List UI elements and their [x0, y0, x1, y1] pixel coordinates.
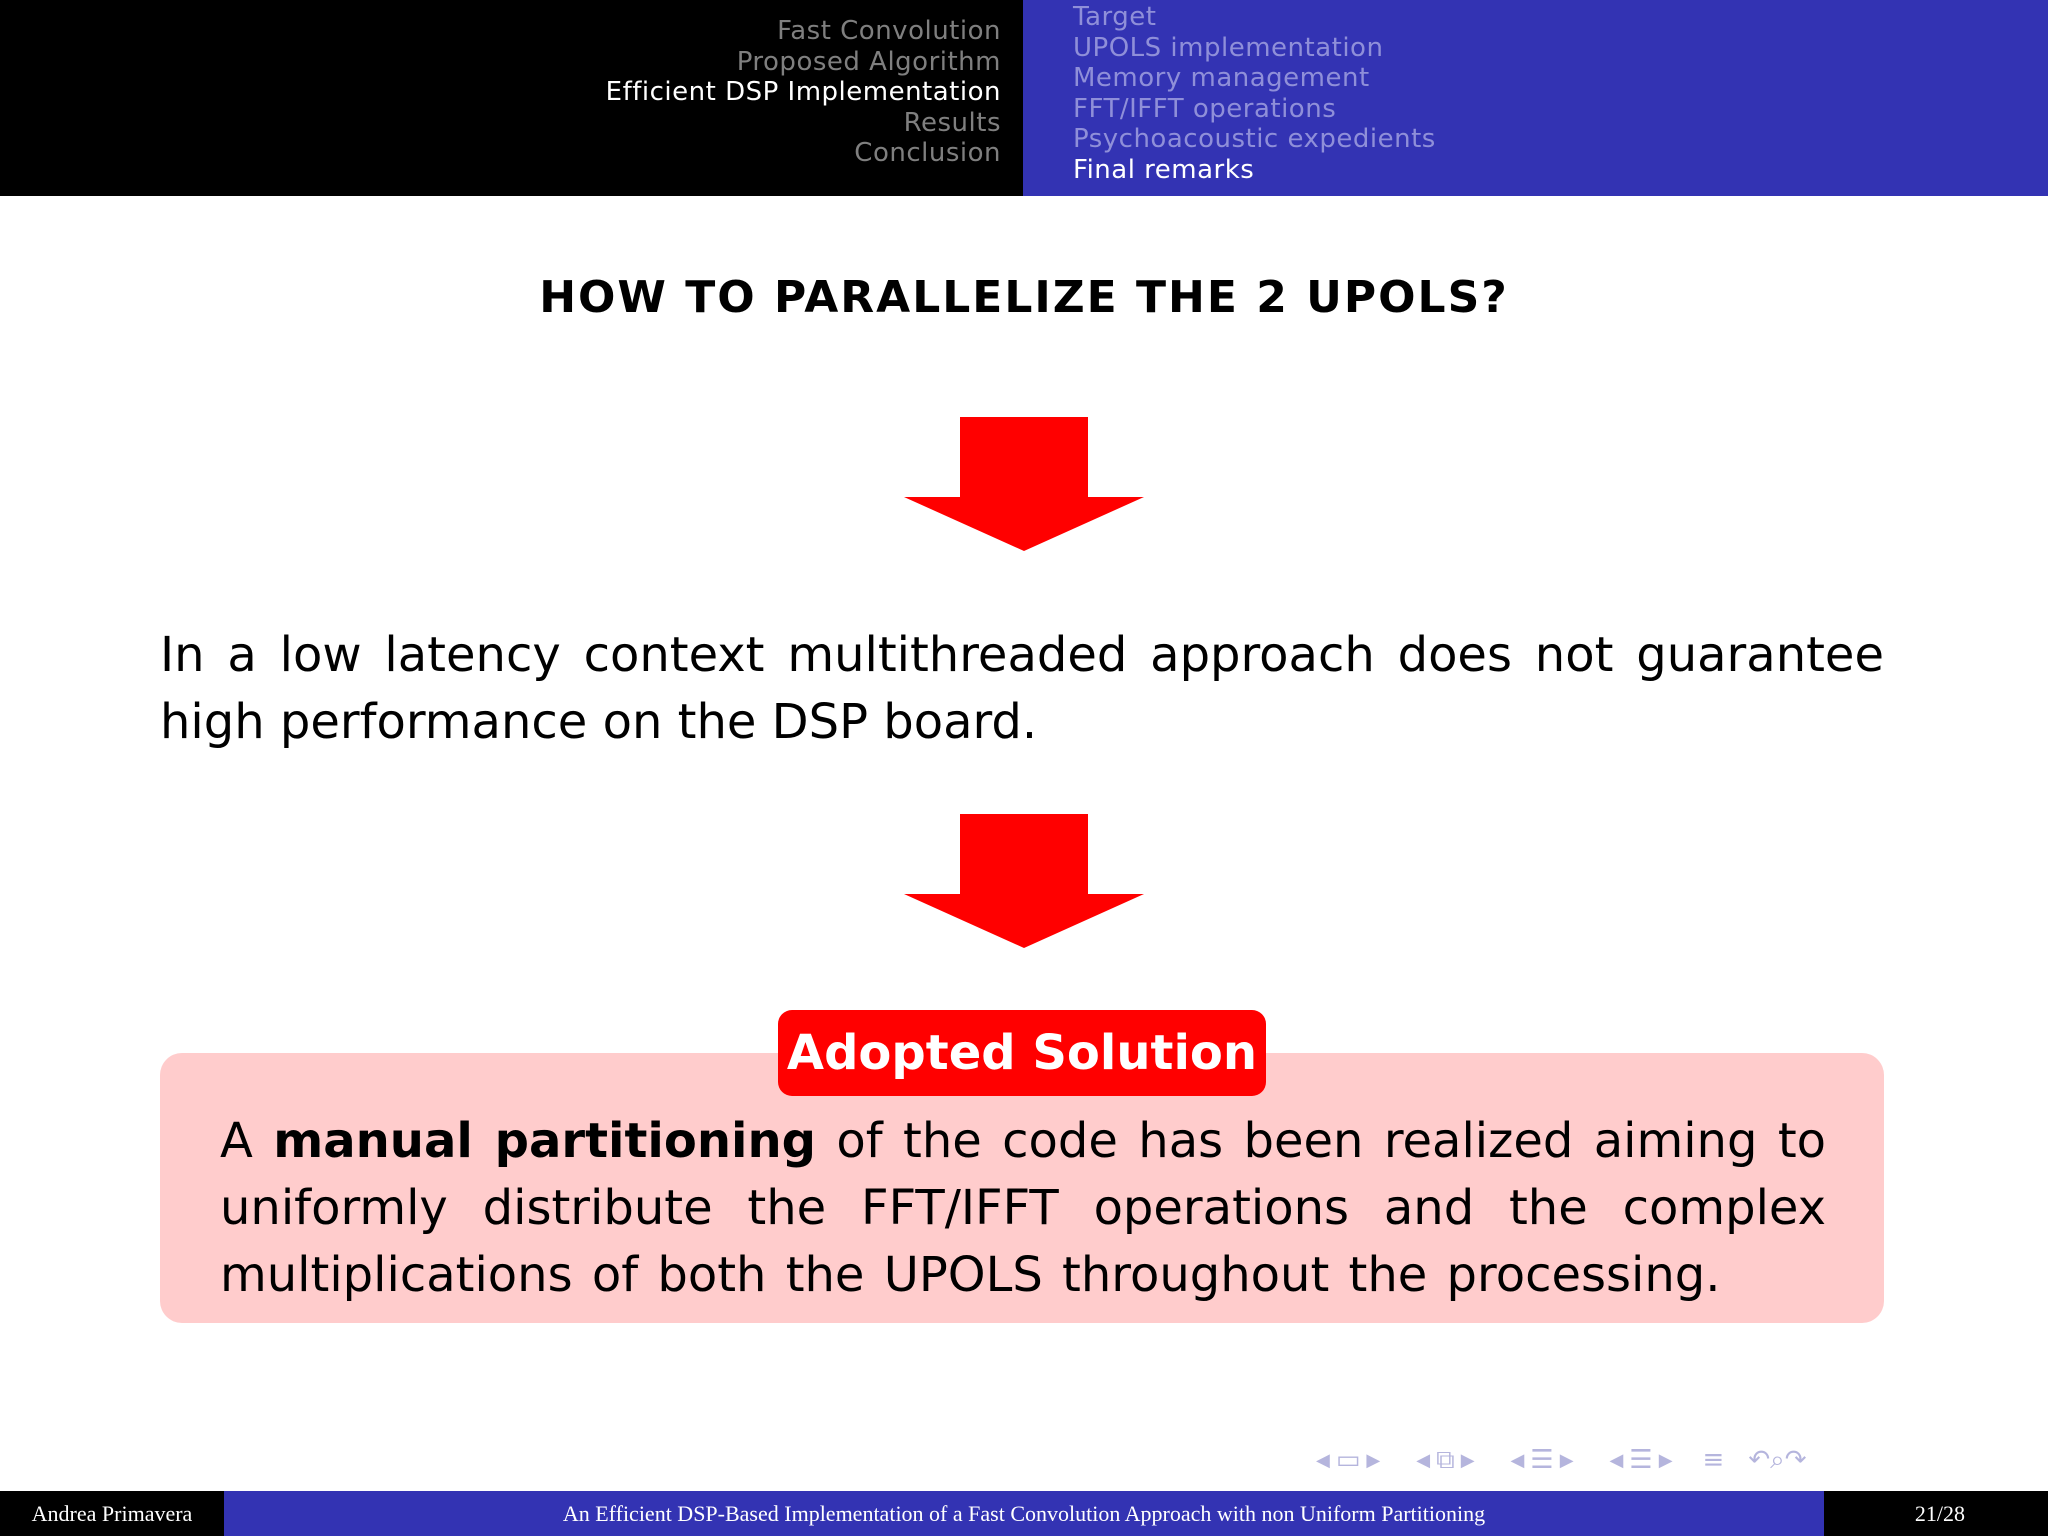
next-subsection-icon[interactable]: ▶ [1460, 1449, 1475, 1471]
footer-title: An Efficient DSP-Based Implementation of a Fast Convolution Approach with non Uniform Partitioning [224, 1491, 1824, 1536]
prev-section-icon[interactable]: ◀ [1510, 1449, 1525, 1471]
nav-section-results[interactable]: Results [903, 107, 1001, 138]
appendix-icon[interactable]: ≡ [1702, 1445, 1725, 1475]
solution-text-emphasis: manual partitioning [273, 1113, 816, 1169]
subsection-frames-icon[interactable]: ⧉ [1436, 1444, 1455, 1475]
frame-icon[interactable]: ▭ [1335, 1445, 1361, 1475]
header-subsections-panel [1023, 0, 2048, 196]
prev-subsection-icon[interactable]: ◀ [1416, 1449, 1431, 1471]
nav-section-proposed-algorithm[interactable]: Proposed Algorithm [736, 46, 1001, 77]
prev-frame-icon[interactable]: ◀ [1316, 1449, 1330, 1471]
next-frame-icon[interactable]: ▶ [1366, 1449, 1381, 1471]
nav-subsection-fft-ifft-operations[interactable]: FFT/IFFT operations [1073, 93, 1337, 124]
down-arrow-icon [904, 417, 1144, 551]
nav-section-conclusion[interactable]: Conclusion [854, 138, 1001, 168]
nav-subsection-final-remarks[interactable]: Final remarks [1073, 154, 1255, 185]
redo-icon[interactable]: ↷ [1784, 1445, 1807, 1475]
nav-document-group [1604, 1445, 1679, 1475]
footer-author: Andrea Primavera [0, 1491, 224, 1536]
section-icon[interactable]: ☰ [1530, 1445, 1554, 1475]
nav-search-group [1748, 1445, 1806, 1476]
nav-section-efficient-dsp-implementation[interactable]: Efficient DSP Implementation [605, 77, 1001, 107]
next-section-icon[interactable]: ▶ [1559, 1449, 1574, 1471]
body-paragraph: In a low latency context multithreaded approach does not guarantee high performance on the DSP board. [160, 627, 1884, 750]
footer-page-number [1824, 1491, 2048, 1536]
solution-text-rest: of the code has been realized aiming to uniformly distribute the FFT/IFFT operations and the complex multiplications of both the UPOLS throughout the processing. [220, 1113, 1827, 1303]
document-icon[interactable]: ☰ [1629, 1445, 1653, 1475]
solution-block-title: Adopted Solution [778, 1010, 1266, 1096]
solution-block-text [220, 1108, 1826, 1309]
next-document-icon[interactable]: ▶ [1658, 1449, 1673, 1471]
nav-subsection-upols-implementation[interactable]: UPOLS implementation [1073, 32, 1384, 63]
nav-section-fast-convolution[interactable]: Fast Convolution [777, 16, 1001, 46]
solution-text-lead: A [220, 1113, 274, 1169]
subsection-navigation [1073, 2, 1436, 185]
undo-icon[interactable]: ↶ [1748, 1445, 1771, 1475]
nav-subsection-target[interactable]: Target [1073, 2, 1157, 32]
nav-frame-group [1310, 1445, 1386, 1475]
navigation-symbols [1310, 1440, 1830, 1480]
page-number-text: 21/28 [1914, 1501, 1965, 1526]
nav-section-group [1505, 1445, 1580, 1475]
section-navigation [606, 16, 1001, 169]
nav-subsection-group [1410, 1445, 1480, 1476]
prev-document-icon[interactable]: ◀ [1609, 1449, 1624, 1471]
down-arrow-icon [904, 814, 1144, 948]
search-icon[interactable]: ⌕ [1770, 1444, 1785, 1475]
header-sections-panel [0, 0, 1023, 196]
nav-subsection-psychoacoustic-expedients[interactable]: Psychoacoustic expedients [1073, 124, 1436, 154]
nav-appendix-group [1703, 1445, 1725, 1475]
slide-title: HOW TO PARALLELIZE THE 2 UPOLS? [539, 272, 1509, 323]
nav-subsection-memory-management[interactable]: Memory management [1073, 63, 1370, 93]
